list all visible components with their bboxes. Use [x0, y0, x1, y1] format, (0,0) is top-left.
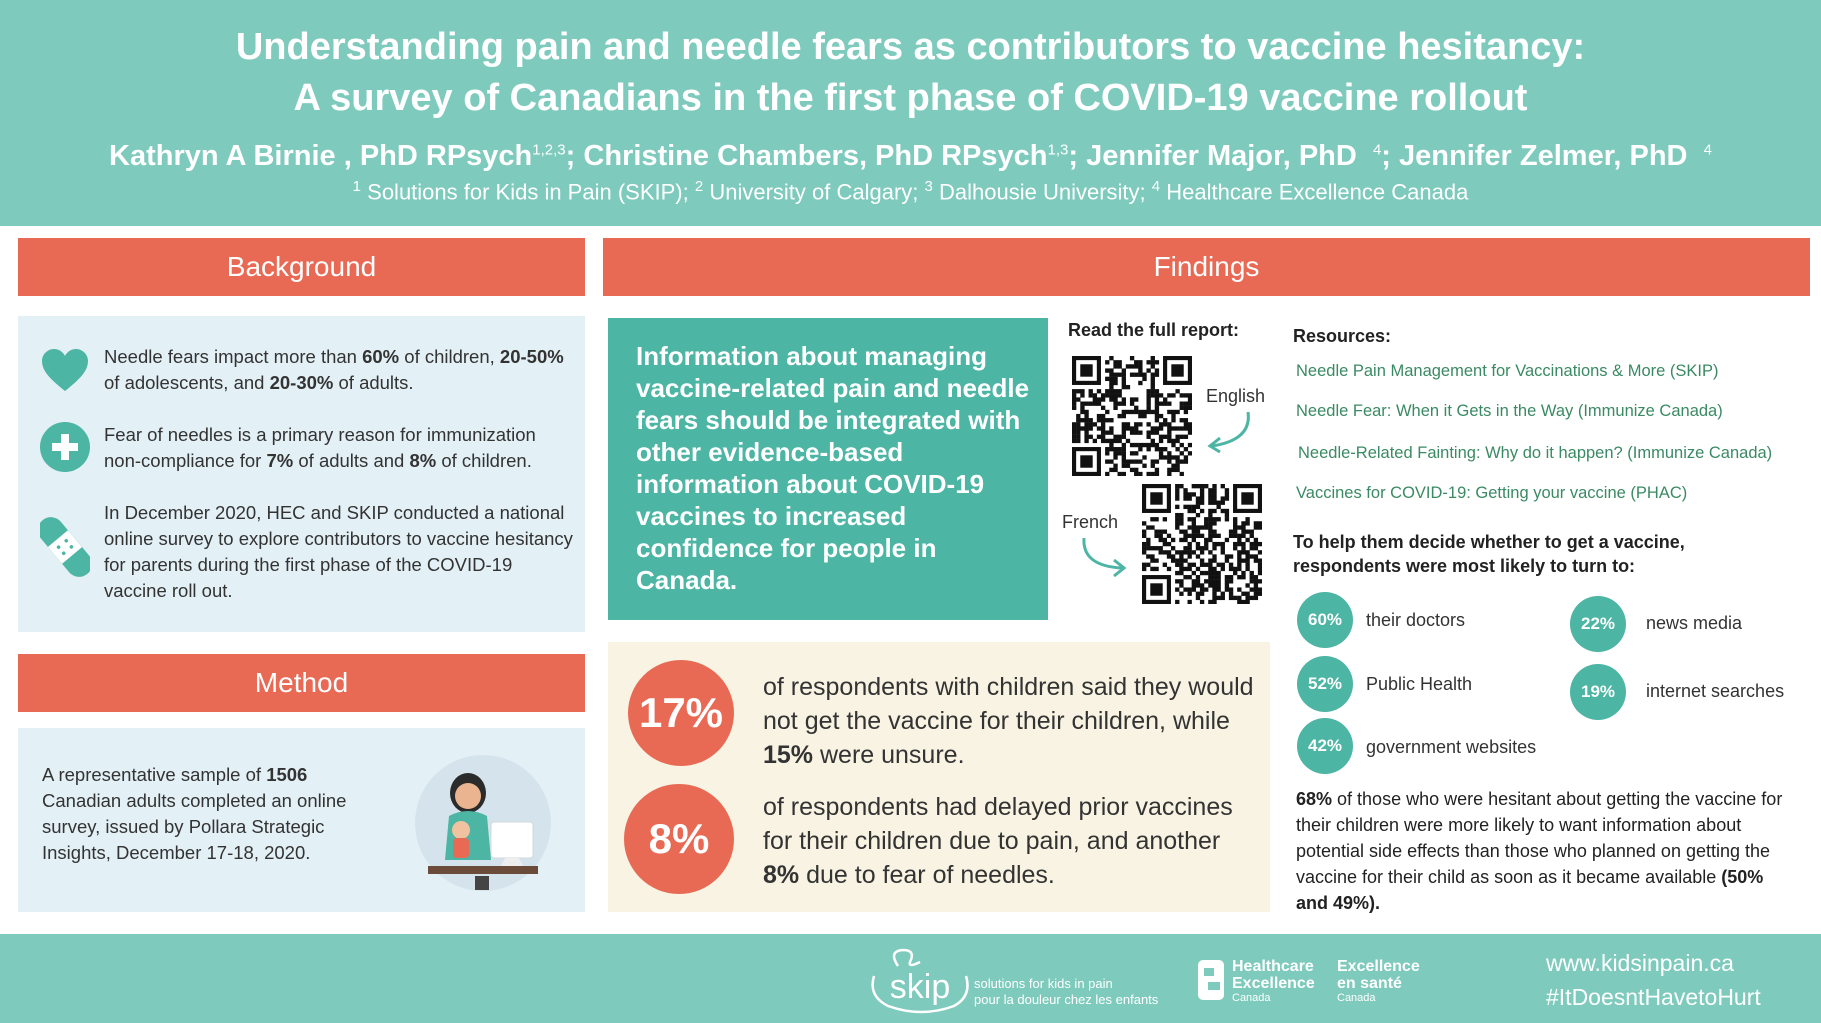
author-sep: ;: [1381, 140, 1400, 172]
title-line-2: A survey of Canadians in the first phase of COVID-19 vaccine rollout: [293, 77, 1528, 119]
highlight: 1506: [266, 764, 308, 785]
hec-logo-icon: [1196, 958, 1226, 1002]
highlight: 60%: [362, 346, 400, 367]
hec-country-en: Canada: [1232, 992, 1271, 1004]
sources-intro: To help them decide whether to get a vaccine, respondents were most likely to turn to:: [1293, 532, 1685, 576]
highlight: 20-50%: [499, 346, 564, 367]
text: of adolescents, and: [104, 372, 270, 393]
background-heading: Background: [18, 238, 585, 296]
author-sep: ;: [1068, 140, 1087, 172]
method-text: [42, 762, 362, 866]
text: Needle fears impact more than: [104, 346, 363, 367]
text: Canadian adults completed an online survey, issued by Pollara Strategic Insights, December 17-18, 2020.: [42, 790, 347, 863]
author-name: Jennifer Zelmer, PhD: [1399, 140, 1688, 172]
stat-circle-17: 17%: [628, 660, 734, 766]
author-name: Jennifer Major, PhD: [1086, 140, 1357, 172]
affiliations-line: [0, 178, 1821, 205]
stat-text-1: [763, 670, 1258, 772]
author-affil: 4: [1372, 141, 1382, 159]
stat-circle-8: 8%: [624, 784, 734, 894]
resources-title: Resources:: [1293, 326, 1392, 346]
authors-line: [0, 140, 1821, 173]
key-message-box: [608, 318, 1048, 620]
author-sep: ;: [565, 140, 584, 172]
hesitant-finding: [1296, 786, 1796, 916]
text: of children.: [436, 450, 532, 471]
highlight: 8%: [763, 861, 800, 889]
affil-num: 1: [352, 178, 362, 195]
affil-name: Dalhousie University;: [939, 179, 1146, 205]
source-label: Public Health: [1366, 674, 1473, 694]
affil-name: University of Calgary;: [709, 179, 919, 205]
qr-code-icon[interactable]: [1142, 484, 1262, 604]
text: A representative sample of: [42, 764, 267, 785]
affil-name: Solutions for Kids in Pain (SKIP);: [367, 179, 689, 205]
highlight: 68%: [1296, 789, 1333, 809]
background-fact-2: [104, 422, 574, 474]
hec-country-fr: Canada: [1337, 992, 1376, 1004]
resource-link[interactable]: Needle Fear: When it Gets in the Way (Immunize Canada): [1296, 402, 1723, 420]
author-name: Kathryn A Birnie , PhD RPsych: [109, 140, 533, 172]
resource-link[interactable]: Needle Pain Management for Vaccinations & More (SKIP): [1296, 362, 1719, 380]
hashtag: #ItDoesntHavetoHurt: [1546, 984, 1761, 1010]
text: due to fear of needles.: [799, 861, 1055, 889]
arrow-icon: [1076, 534, 1132, 580]
qr-code-icon[interactable]: [1072, 356, 1192, 476]
resource-link[interactable]: Vaccines for COVID-19: Getting your vaccine (PHAC): [1296, 484, 1688, 502]
text: of adults and: [293, 450, 410, 471]
hec-name-fr: Excellence: [1337, 958, 1420, 975]
background-panel: [18, 316, 585, 632]
arrow-icon: [1200, 408, 1256, 454]
background-fact-1: [104, 344, 574, 396]
text: were unsure.: [813, 741, 965, 769]
method-panel: [18, 728, 585, 912]
background-fact-3: In December 2020, HEC and SKIP conducted a national online survey to explore contributors to vaccine hesitancy for parents during the first phase of the COVID-19 vaccine roll out.: [104, 502, 573, 601]
hec-name-fr: en santé: [1337, 975, 1402, 992]
heart-icon: [40, 346, 90, 396]
stats-box: [608, 642, 1270, 912]
findings-heading: Findings: [603, 238, 1810, 296]
source-label: their doctors: [1366, 610, 1466, 630]
source-pct-badge: 19%: [1570, 664, 1626, 720]
text: of respondents had delayed prior vaccines for their children due to pain, and another: [763, 793, 1233, 855]
author-affil: 4: [1703, 141, 1712, 159]
title-line-1: Understanding pain and needle fears as contributors to vaccine hesitancy:: [235, 26, 1586, 68]
qr-english-label: English: [1206, 386, 1266, 406]
text: Fear of needles is a primary reason for immunization non-compliance for: [104, 424, 536, 471]
source-label: news media: [1646, 613, 1743, 633]
website-link[interactable]: www.kidsinpain.ca: [1546, 950, 1734, 976]
source-label: internet searches: [1646, 681, 1785, 701]
affil-num: 2: [694, 178, 704, 195]
skip-tagline-fr: pour la douleur chez les enfants: [974, 992, 1159, 1007]
author-affil: 1,2,3: [532, 141, 566, 159]
skip-tagline-en: solutions for kids in pain: [974, 976, 1113, 991]
highlight: 8%: [409, 450, 437, 471]
highlight: (50% and 49%).: [1296, 867, 1764, 913]
key-message-text: Information about managing vaccine-related pain and needle fears should be integrated with other evidence-based information about COVID-19 vaccines to increased confidence for people in Canada.: [636, 341, 1030, 595]
affil-num: 4: [1151, 178, 1161, 195]
source-label: government websites: [1366, 737, 1537, 757]
source-pct-badge: 22%: [1570, 596, 1626, 652]
plus-icon: [40, 422, 90, 472]
affil-name: Healthcare Excellence Canada: [1166, 179, 1469, 205]
qr-french-label: French: [1062, 512, 1119, 532]
affil-num: 3: [924, 178, 933, 195]
source-pct-badge: 42%: [1297, 718, 1353, 774]
skip-logo-text: skip: [889, 968, 951, 1006]
stat-text-2: [763, 790, 1258, 892]
resource-link[interactable]: Needle-Related Fainting: Why do it happen? (Immunize Canada): [1298, 444, 1773, 462]
highlight: 15%: [763, 741, 814, 769]
source-pct-badge: 60%: [1297, 592, 1353, 648]
text: of children,: [399, 346, 500, 367]
text: of those who were hesitant about getting the vaccine for their children were more likely to want information about potential side effects than those who planned on getting the vaccine for their child as soon as it became available: [1296, 789, 1783, 887]
skip-logo-icon: [868, 946, 974, 1016]
hec-name-en: Excellence: [1232, 975, 1315, 992]
bandage-icon: [40, 512, 90, 582]
source-pct-badge: 52%: [1297, 656, 1353, 712]
author-affil: 1,3: [1047, 141, 1069, 159]
text: of adults.: [333, 372, 414, 393]
highlight: 7%: [266, 450, 294, 471]
method-heading: Method: [18, 654, 585, 712]
read-report-label: Read the full report:: [1068, 320, 1240, 340]
person-at-computer-illustration: [413, 748, 553, 898]
text: of respondents with children said they would not get the vaccine for their children, while: [763, 673, 1254, 735]
highlight: 20-30%: [269, 372, 334, 393]
author-name: Christine Chambers, PhD RPsych: [583, 140, 1048, 172]
hec-name-en: Healthcare: [1232, 958, 1314, 975]
